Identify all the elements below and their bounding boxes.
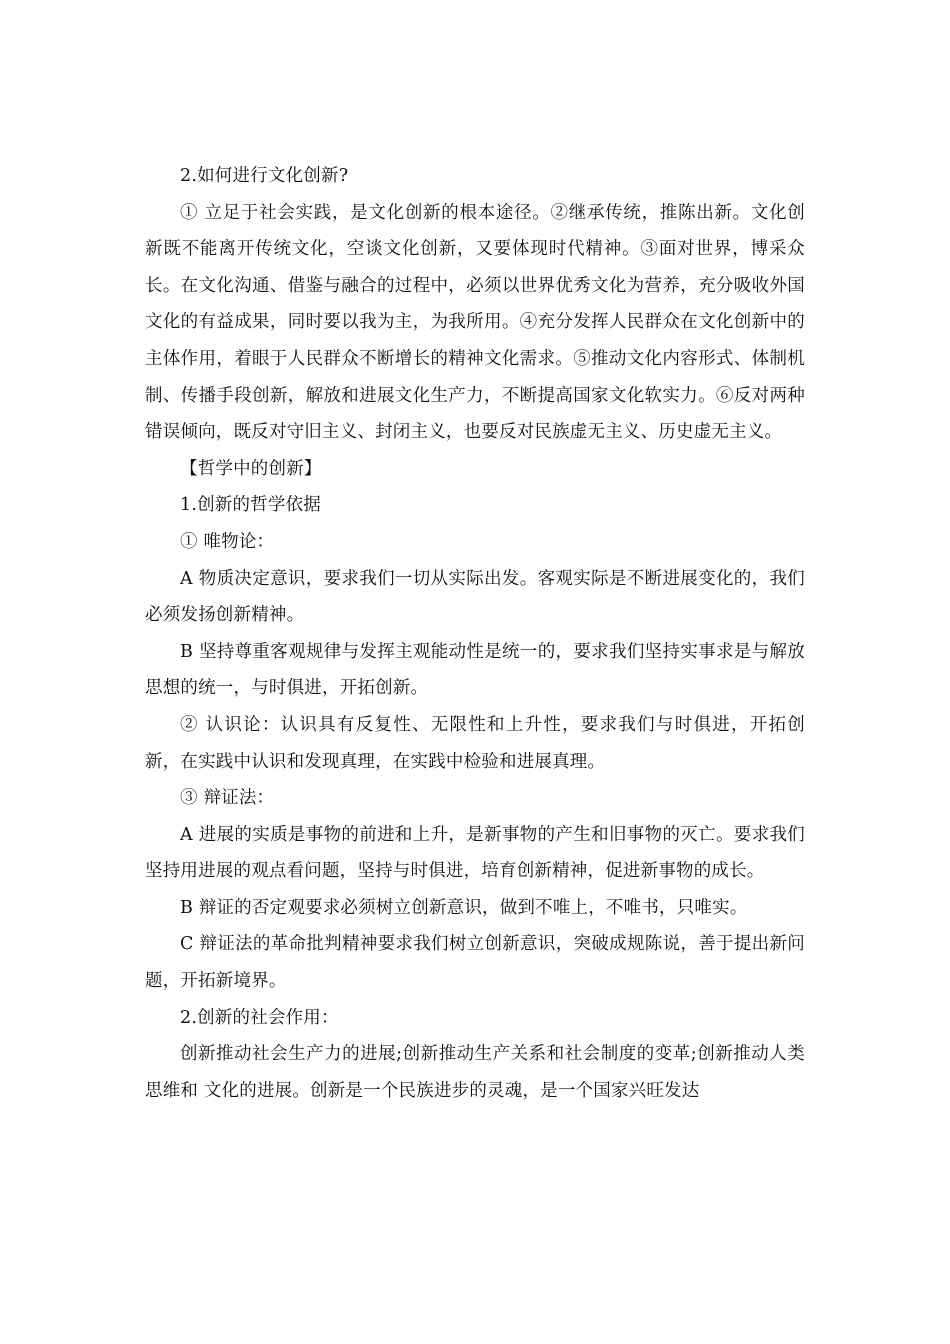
- paragraph-materialism-heading: ① 唯物论：: [180, 531, 275, 552]
- paragraph-dialectics-c: C 辩证法的革命批判精神要求我们树立创新意识，突破成规陈说，善于提出新问题，开拓新境界。: [145, 934, 805, 992]
- paragraph-how-to-innovate-heading: 2.如何进行文化创新?: [180, 166, 349, 186]
- paragraph-social-role-body: 创新推动社会生产力的进展;创新推动生产关系和社会制度的变革;创新推动人类思维和 文化的进展。创新是一个民族进步的灵魂，是一个国家兴旺发达: [145, 1044, 805, 1101]
- paragraph-epistemology: ② 认识论：认识具有反复性、无限性和上升性，要求我们与时俱进，开拓创新，在实践中认识和发现真理，在实践中检验和进展真理。: [145, 714, 805, 772]
- paragraph-philosophical-basis-heading: 1.创新的哲学依据: [180, 495, 321, 516]
- paragraph-materialism-b: B 坚持尊重客观规律与发挥主观能动性是统一的，要求我们坚持实事求是与解放思想的统一，与时俱进，开拓创新。: [145, 641, 805, 699]
- paragraph-materialism-a: A 物质决定意识，要求我们一切从实际出发。客观实际是不断进展变化的，我们必须发扬创新精神。: [145, 568, 805, 626]
- paragraph-dialectics-b: B 辩证的否定观要求必须树立创新意识，做到不唯上，不唯书，只唯实。: [180, 897, 748, 918]
- paragraph-dialectics-heading: ③ 辩证法：: [180, 788, 275, 809]
- paragraph-innovation-methods: ① 立足于社会实践，是文化创新的根本途径。②继承传统，推陈出新。文化创新既不能离开传统文化，空谈文化创新，又要体现时代精神。③面对世界，博采众长。在文化沟通、借鉴与融合的过程中，必须以世界优秀文化为营养，充分吸收外国文化的有益成果，同时要以我为主，为我所用。④充分发挥人民群众在文化创新中的主体作用，着眼于人民群众不断增长的精神文化需求。⑤推动文化内容形式、体制机制、传播手段创新，解放和进展文化生产力，不断提高国家文化软实力。⑥反对两种错误倾向，既反对守旧主义、封闭主义，也要反对民族虚无主义、历史虚无主义。: [145, 202, 805, 443]
- paragraph-dialectics-a: A 进展的实质是事物的前进和上升，是新事物的产生和旧事物的灭亡。要求我们坚持用进展的观点看问题，坚持与时俱进，培育创新精神，促进新事物的成长。: [145, 824, 805, 882]
- paragraph-philosophy-section-heading: 【哲学中的创新】: [180, 458, 322, 479]
- document-body: [145, 158, 805, 1109]
- paragraph-social-role-heading: 2.创新的社会作用：: [180, 1007, 339, 1028]
